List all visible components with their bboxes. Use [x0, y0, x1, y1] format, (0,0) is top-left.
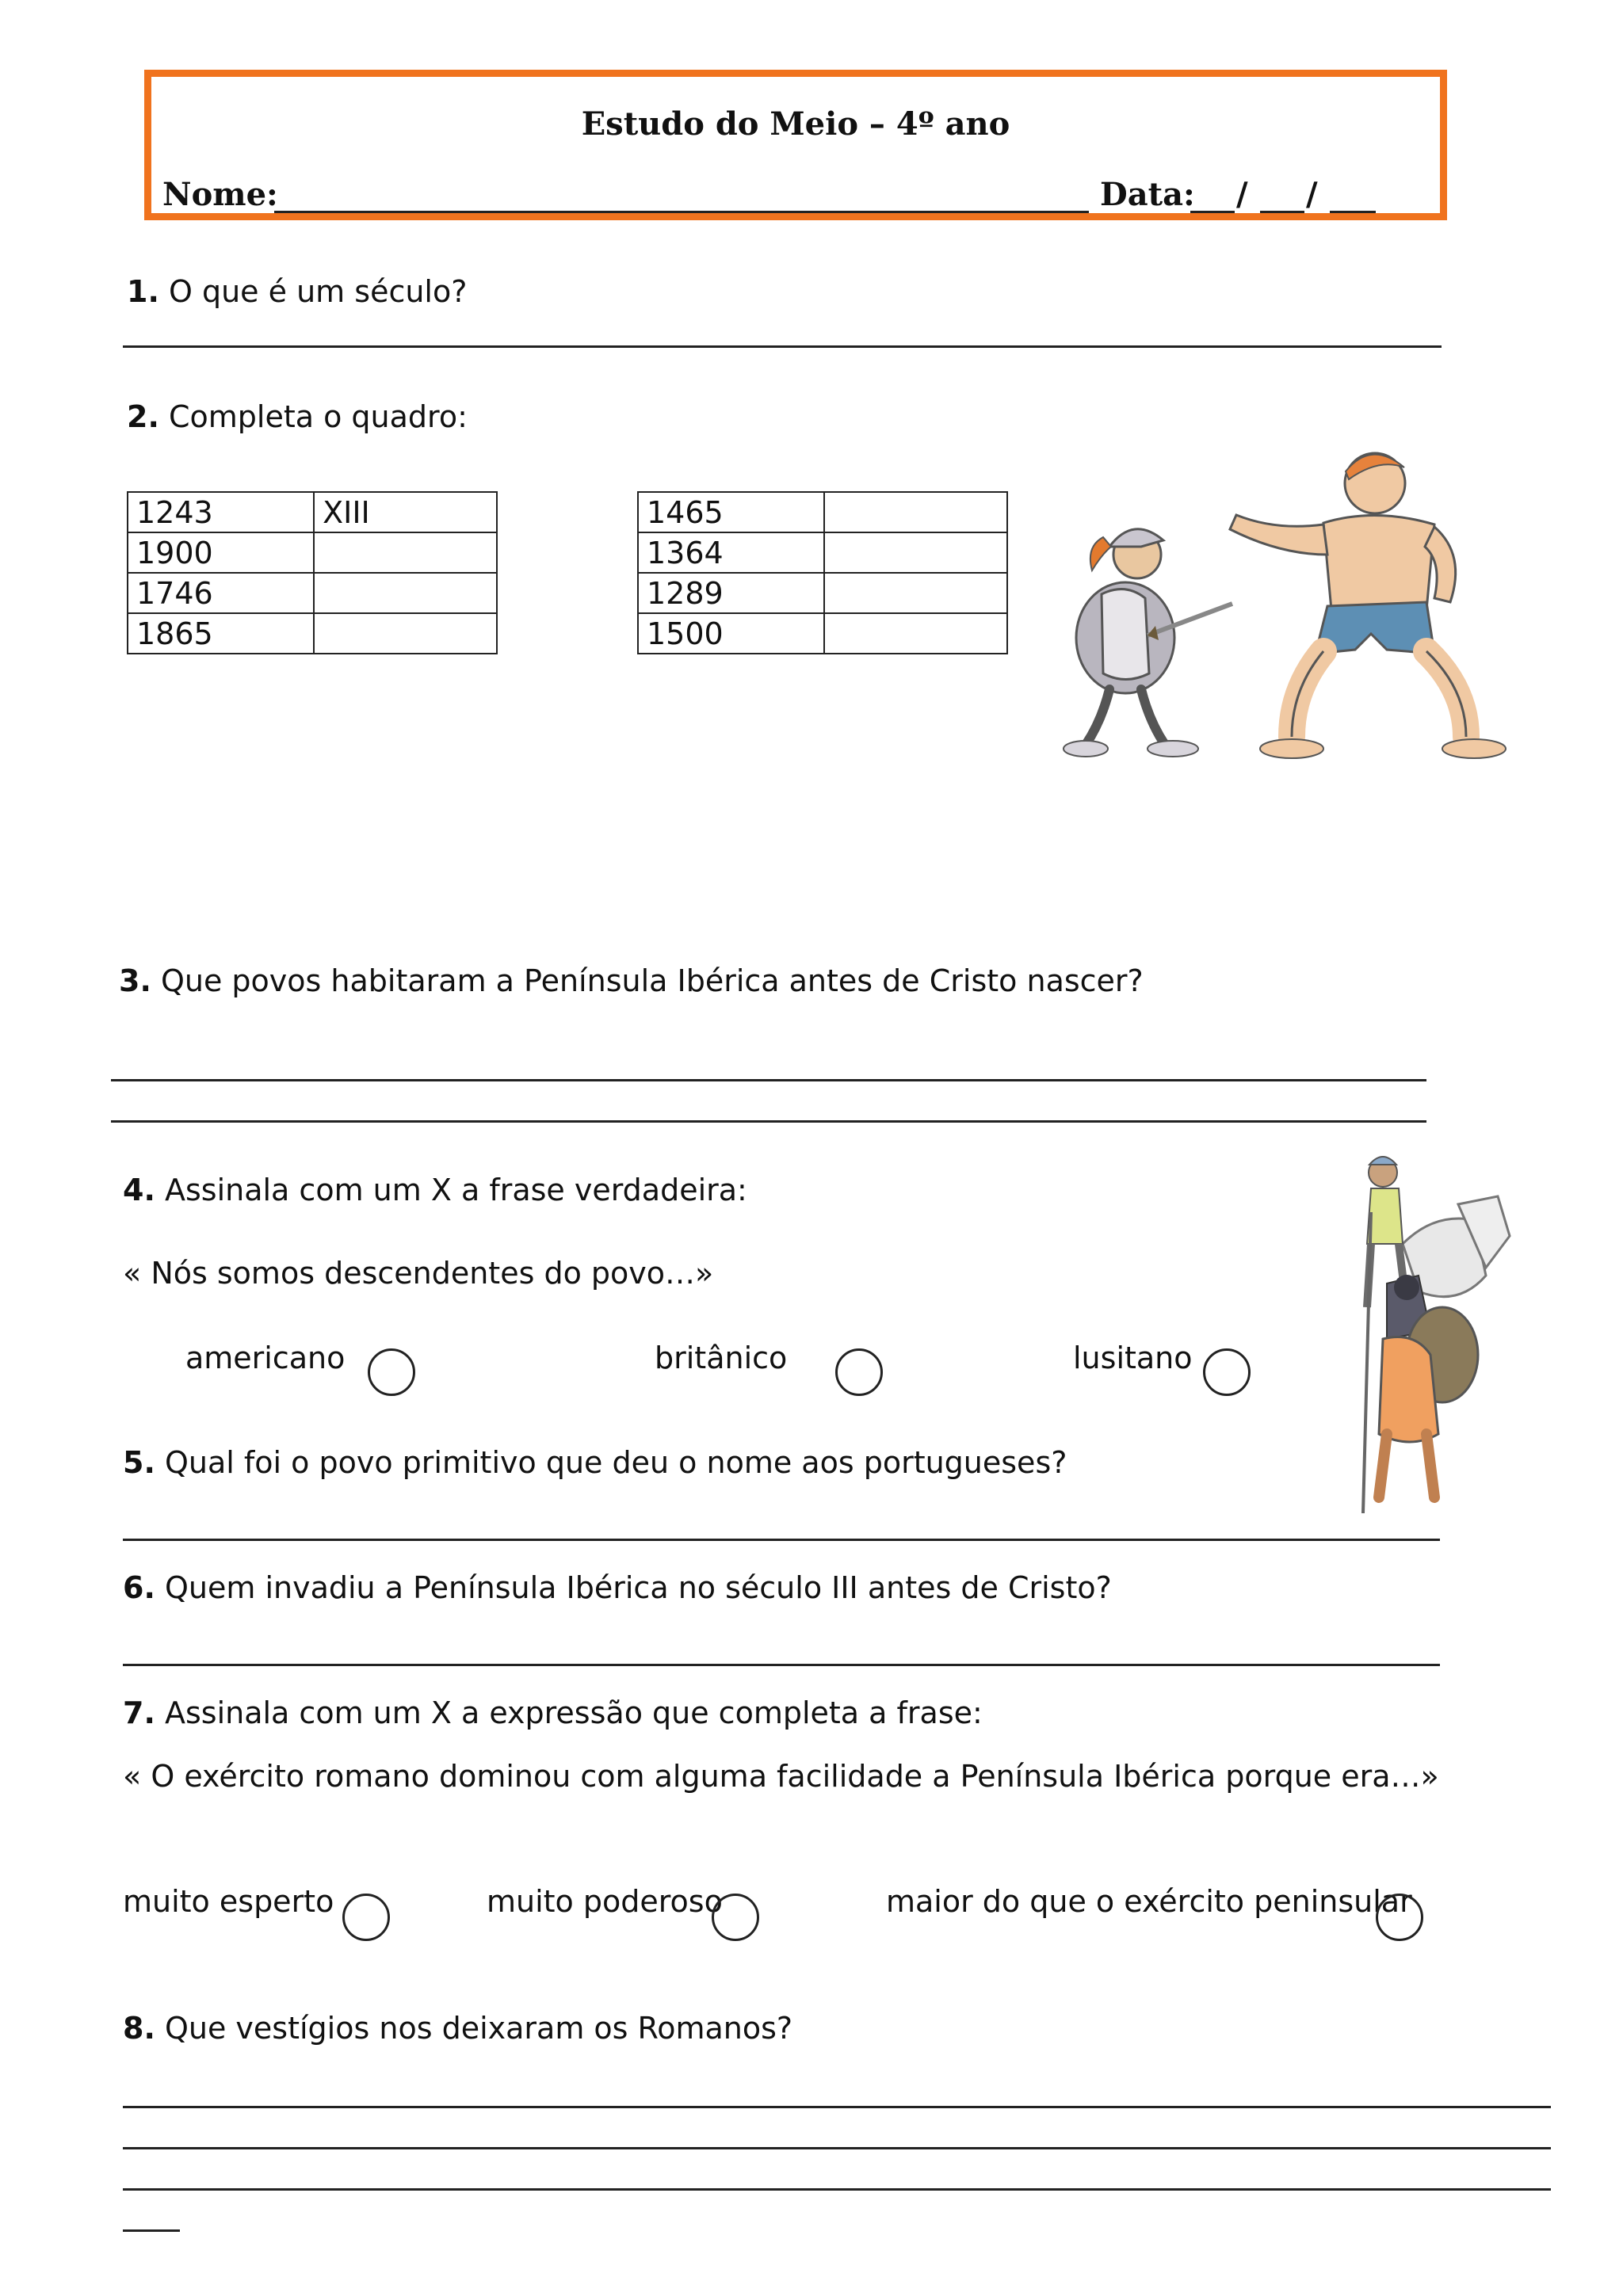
table-row — [128, 492, 497, 532]
table-row — [638, 532, 1007, 573]
century-cell[interactable] — [824, 532, 1007, 573]
option-checkbox[interactable] — [368, 1348, 415, 1396]
century-cell[interactable] — [314, 613, 497, 654]
option-checkbox[interactable] — [342, 1894, 390, 1941]
year-cell: 1364 — [638, 532, 824, 573]
roman-soldier-and-warrior-illustration — [1054, 436, 1522, 769]
question-number: 2. — [127, 399, 159, 434]
answer-line[interactable] — [123, 2106, 1551, 2108]
option-label: britânico — [655, 1341, 788, 1375]
table-row — [638, 613, 1007, 654]
question-4 — [123, 1173, 747, 1207]
option-checkbox[interactable] — [712, 1894, 759, 1941]
century-cell[interactable] — [314, 532, 497, 573]
question-1 — [127, 274, 467, 309]
option-checkbox[interactable] — [1203, 1348, 1251, 1396]
table-row — [128, 613, 497, 654]
question-text: Quem invadiu a Península Ibérica no século III antes de Cristo? — [164, 1570, 1112, 1605]
knight-on-horse-illustration — [1339, 1149, 1522, 1521]
year-cell: 1500 — [638, 613, 824, 654]
option-label: muito poderoso — [487, 1884, 723, 1919]
header-box — [144, 70, 1447, 220]
date-day-field[interactable] — [1190, 211, 1235, 213]
answer-line[interactable] — [123, 1539, 1440, 1541]
option-checkbox[interactable] — [835, 1348, 883, 1396]
question-quote: « Nós somos descendentes do povo…» — [123, 1256, 714, 1291]
answer-line[interactable] — [123, 345, 1442, 348]
question-5 — [123, 1445, 1067, 1480]
name-label: Nome: — [162, 176, 278, 213]
question-text: Que povos habitaram a Península Ibérica antes de Cristo nascer? — [160, 963, 1144, 998]
century-table-right — [637, 491, 1008, 654]
option-checkbox[interactable] — [1376, 1894, 1423, 1941]
question-text: Que vestígios nos deixaram os Romanos? — [164, 2011, 793, 2046]
date-label: Data: — [1100, 176, 1195, 213]
century-cell[interactable] — [314, 573, 497, 613]
option-label: maior do que o exército peninsular — [886, 1884, 1412, 1919]
question-number: 1. — [127, 274, 159, 309]
question-3 — [119, 963, 1144, 998]
answer-line[interactable] — [111, 1079, 1426, 1081]
option-label: americano — [185, 1341, 346, 1375]
date-slash: / — [1236, 176, 1248, 213]
question-2 — [127, 399, 468, 434]
year-cell: 1289 — [638, 573, 824, 613]
option-label: lusitano — [1073, 1341, 1193, 1375]
question-number: 8. — [123, 2011, 155, 2046]
answer-line[interactable] — [123, 2147, 1551, 2149]
century-cell[interactable] — [824, 492, 1007, 532]
table-row — [128, 573, 497, 613]
name-field[interactable] — [274, 211, 1089, 213]
century-cell[interactable]: XIII — [314, 492, 497, 532]
question-number: 3. — [119, 963, 151, 998]
century-table-left — [127, 491, 498, 654]
question-text: Completa o quadro: — [168, 399, 468, 434]
year-cell: 1865 — [128, 613, 314, 654]
page-title: Estudo do Meio – 4º ano — [581, 105, 1010, 143]
century-cell[interactable] — [824, 613, 1007, 654]
question-7 — [123, 1695, 983, 1730]
answer-line[interactable] — [123, 1664, 1440, 1666]
year-cell: 1465 — [638, 492, 824, 532]
century-cell[interactable] — [824, 573, 1007, 613]
option-label: muito esperto — [123, 1884, 334, 1919]
date-month-field[interactable] — [1260, 211, 1304, 213]
answer-line[interactable] — [123, 2229, 180, 2232]
question-number: 7. — [123, 1695, 155, 1730]
question-6 — [123, 1570, 1112, 1605]
year-cell: 1243 — [128, 492, 314, 532]
question-quote: « O exército romano dominou com alguma facilidade a Península Ibérica porque era…» — [123, 1759, 1439, 1794]
date-year-field[interactable] — [1330, 211, 1376, 213]
table-row — [638, 492, 1007, 532]
question-number: 4. — [123, 1173, 155, 1207]
year-cell: 1900 — [128, 532, 314, 573]
answer-line[interactable] — [111, 1120, 1426, 1123]
question-text: Assinala com um X a frase verdadeira: — [164, 1173, 747, 1207]
date-slash: / — [1306, 176, 1318, 213]
table-row — [638, 573, 1007, 613]
question-number: 5. — [123, 1445, 155, 1480]
question-8 — [123, 2011, 792, 2046]
question-text: O que é um século? — [168, 274, 468, 309]
answer-line[interactable] — [123, 2188, 1551, 2191]
year-cell: 1746 — [128, 573, 314, 613]
question-text: Assinala com um X a expressão que completa a frase: — [164, 1695, 983, 1730]
question-number: 6. — [123, 1570, 155, 1605]
question-text: Qual foi o povo primitivo que deu o nome aos portugueses? — [164, 1445, 1067, 1480]
table-row — [128, 532, 497, 573]
